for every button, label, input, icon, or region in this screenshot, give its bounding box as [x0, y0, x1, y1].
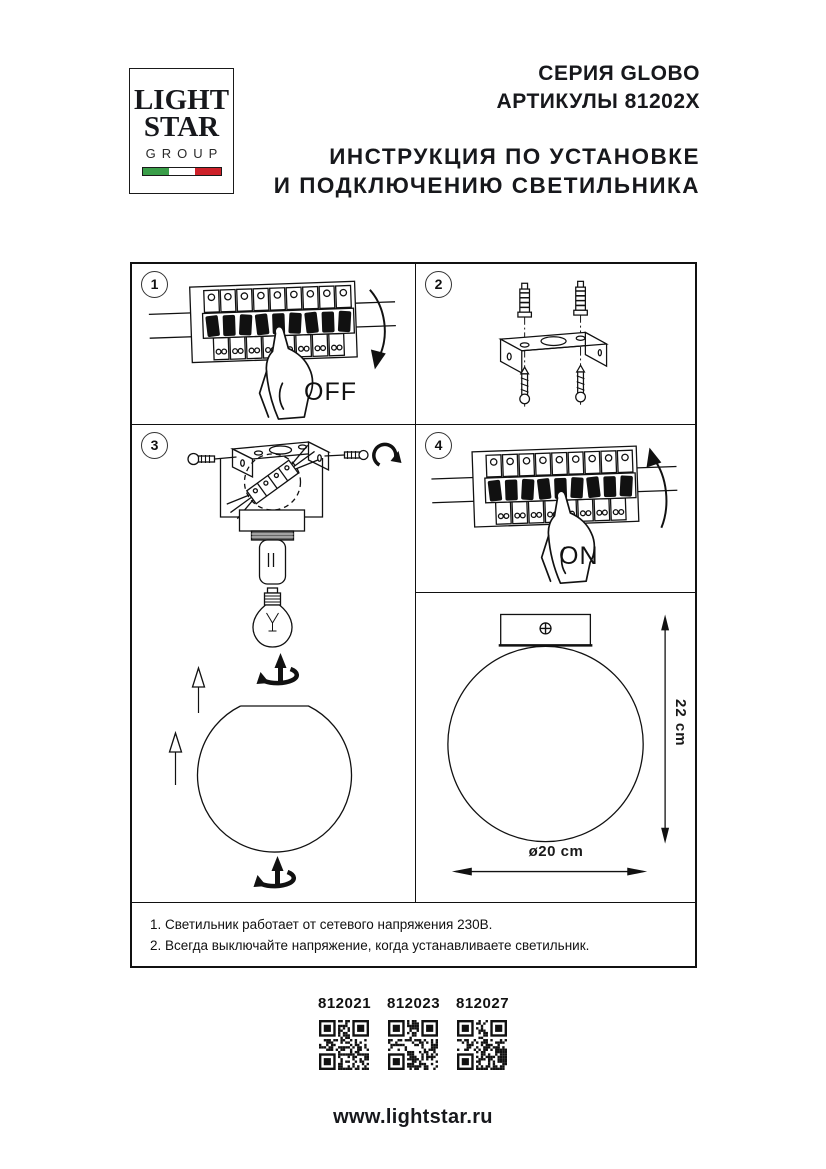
- italian-flag-stripe: [142, 167, 222, 176]
- step-2-cell: [416, 264, 695, 425]
- flag-green-segment: [143, 168, 169, 175]
- base-plate: [240, 510, 305, 531]
- rotate-arrow-icon: [254, 856, 294, 887]
- document-header: [274, 60, 700, 200]
- articles-title: АРТИКУЛЫ 81202X: [496, 90, 700, 113]
- diameter-dimension-label: ø20 cm: [528, 843, 584, 860]
- flag-white-segment: [169, 168, 195, 175]
- step-4-cell: [416, 425, 695, 593]
- step-3-number-badge: 3: [141, 432, 168, 459]
- threaded-collar: [252, 531, 294, 540]
- step-1-cell: [132, 264, 416, 425]
- arrow-up-icon: [647, 448, 667, 528]
- circuit-breaker-off-illustration: [132, 264, 415, 424]
- dimensions-cell: [416, 593, 695, 902]
- note-1: 1. Светильник работает от сетевого напряжения 230В.: [150, 917, 493, 932]
- step-3-cell: [132, 425, 416, 902]
- screw-icon: [188, 454, 237, 465]
- qr-column: [318, 995, 370, 1070]
- on-label: ON: [559, 542, 599, 570]
- insert-arrow-icon: [170, 733, 182, 785]
- step-4-number-badge: 4: [425, 432, 452, 459]
- circuit-breaker-on-illustration: [416, 425, 695, 592]
- insert-arrow-icon: [193, 668, 205, 713]
- fixture-assembly-illustration: [132, 425, 415, 902]
- wall-plug-icon: [574, 281, 587, 315]
- flag-red-segment: [195, 168, 221, 175]
- step-1-number-badge: 1: [141, 271, 168, 298]
- globe-shade-icon: [198, 706, 352, 852]
- instruction-title-line1: ИНСТРУКЦИЯ ПО УСТАНОВКЕ: [329, 144, 700, 169]
- step-2-number-badge: 2: [425, 271, 452, 298]
- rotate-arrow-icon: [257, 653, 297, 684]
- article-number: 812027: [456, 995, 510, 1012]
- series-title: СЕРИЯ GLOBO: [538, 62, 700, 85]
- height-dimension-label: 22 cm: [672, 699, 689, 747]
- diameter-dimension: [452, 868, 647, 876]
- article-number: 812023: [387, 995, 441, 1012]
- qr-column: [456, 995, 508, 1070]
- website-url: www.lightstar.ru: [333, 1106, 493, 1128]
- rotate-arrow-icon: [374, 444, 402, 465]
- qr-code: [319, 1020, 369, 1070]
- qr-code-section: [0, 995, 826, 1070]
- qr-column: [387, 995, 439, 1070]
- screw-icon: [520, 367, 530, 404]
- installation-steps-table: [130, 262, 697, 968]
- wall-plug-icon: [518, 283, 531, 317]
- instruction-title-line2: И ПОДКЛЮЧЕНИЮ СВЕТИЛЬНИКА: [273, 173, 700, 198]
- height-dimension: [661, 614, 669, 843]
- bulb-icon: [253, 588, 292, 647]
- note-2: 2. Всегда выключайте напряжение, когда устанавливаете светильник.: [150, 938, 590, 953]
- qr-code: [388, 1020, 438, 1070]
- ceiling-canopy: [499, 614, 593, 645]
- bracket-mounting-illustration: [416, 264, 695, 424]
- logo-word-group: GROUP: [145, 145, 224, 161]
- logo-word-light: LIGHT: [133, 83, 230, 116]
- notes-cell: [132, 902, 695, 966]
- lamp-socket-icon: [260, 540, 286, 584]
- mounting-bracket-icon: [501, 332, 607, 372]
- off-label: OFF: [304, 378, 357, 406]
- qr-code: [457, 1020, 507, 1070]
- screw-icon: [325, 451, 369, 460]
- article-number: 812021: [318, 995, 372, 1012]
- instruction-title: [274, 142, 700, 200]
- globe-outline: [448, 646, 643, 841]
- lightstar-logo: [129, 68, 234, 194]
- logo-word-star: STAR: [143, 110, 220, 143]
- screw-icon: [576, 365, 586, 402]
